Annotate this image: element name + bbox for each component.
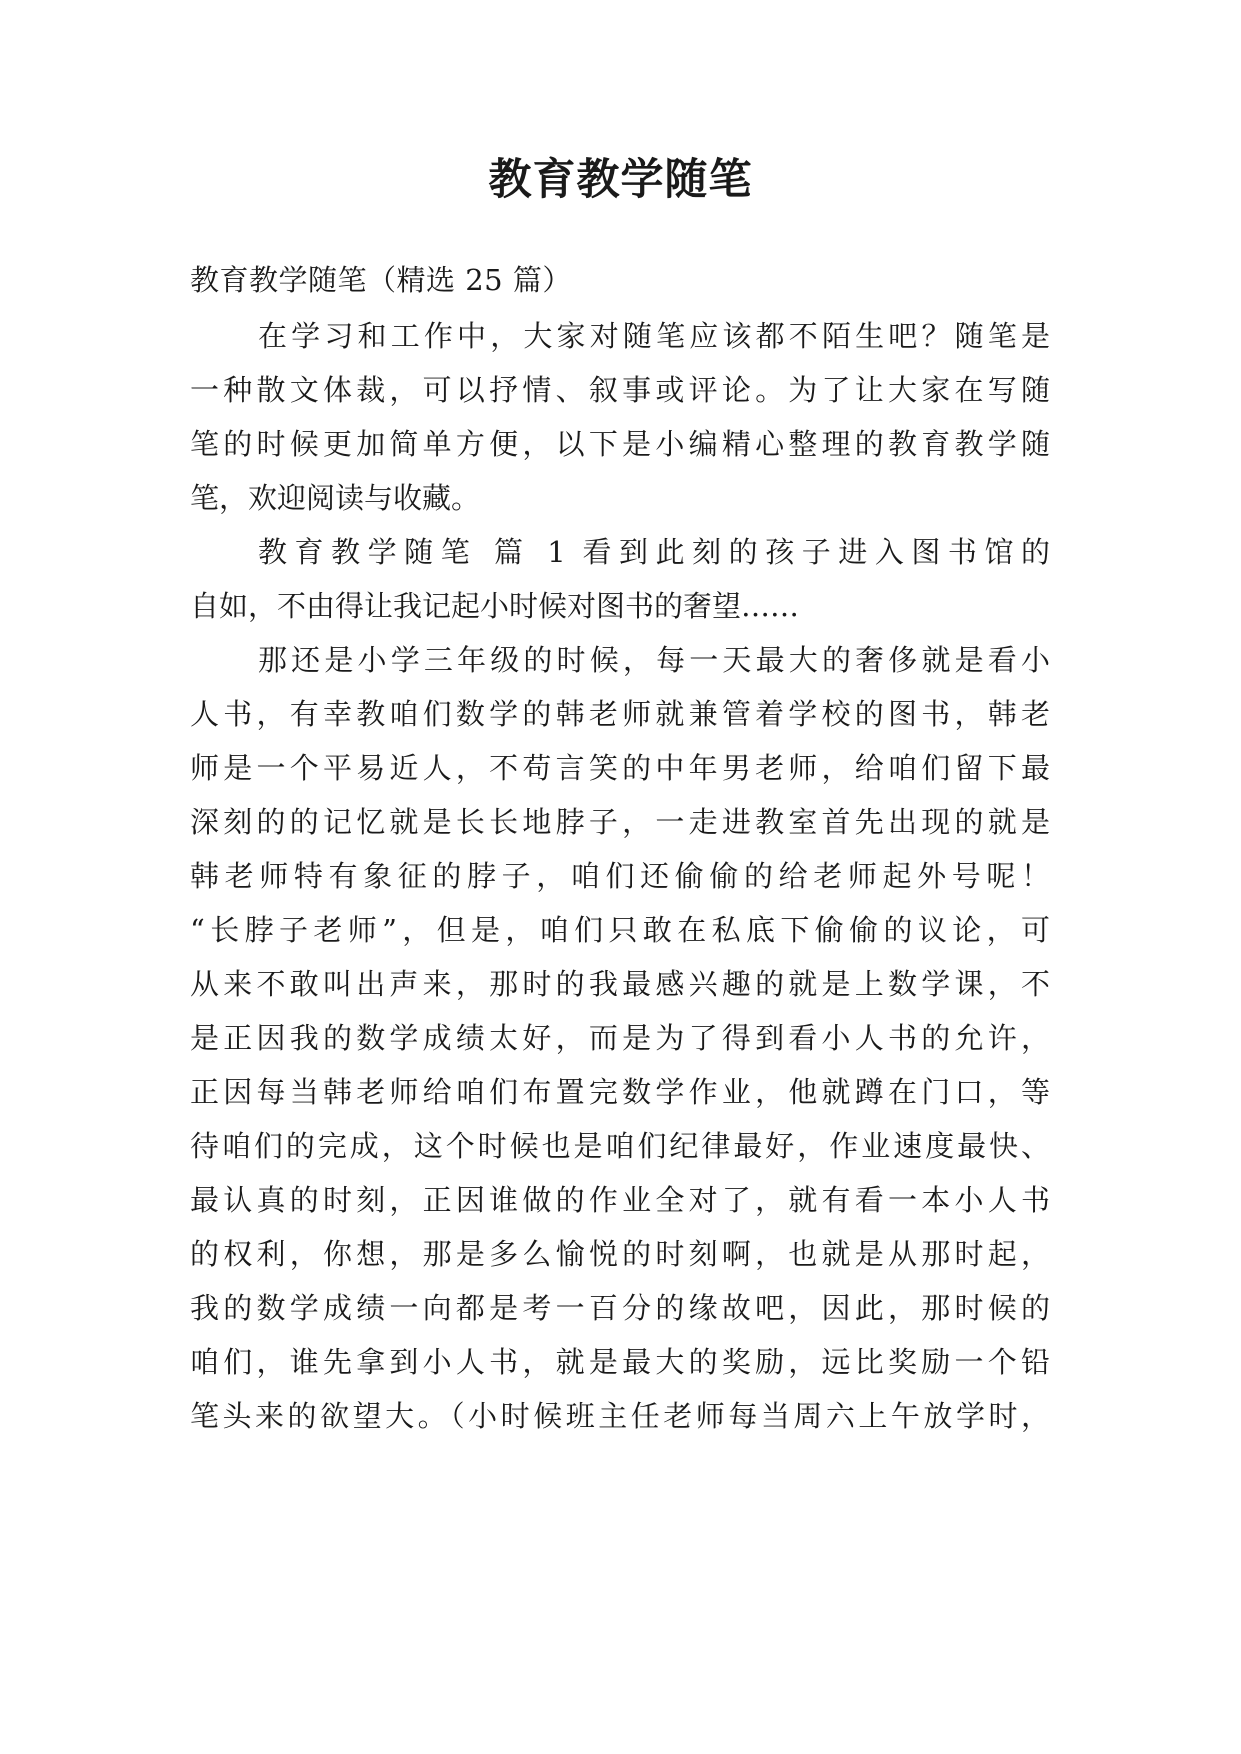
section-heading-line: 教育教学随笔 篇 1 看到此刻的孩子进入图书馆的	[258, 535, 1050, 569]
paragraph-line: 咱们，谁先拿到小人书，就是最大的奖励，远比奖励一个铅	[190, 1345, 1050, 1379]
paragraph-line: 自如，不由得让我记起小时候对图书的奢望……	[190, 589, 800, 623]
paragraph-line: 人书，有幸教咱们数学的韩老师就兼管着学校的图书，韩老	[190, 697, 1050, 731]
paragraph-line: 韩老师特有象征的脖子，咱们还偷偷的给老师起外号呢！	[190, 859, 1050, 893]
paragraph-line: 深刻的的记忆就是长长地脖子，一走进教室首先出现的就是	[190, 805, 1050, 839]
paragraph-line: “长脖子老师”，但是，咱们只敢在私底下偷偷的议论，可	[190, 913, 1050, 947]
paragraph-line: 从来不敢叫出声来，那时的我最感兴趣的就是上数学课，不	[190, 967, 1050, 1001]
paragraph-line: 一种散文体裁，可以抒情、叙事或评论。为了让大家在写随	[190, 373, 1050, 407]
paragraph-line: 最认真的时刻，正因谁做的作业全对了，就有看一本小人书	[190, 1183, 1050, 1217]
paragraph-line: 在学习和工作中，大家对随笔应该都不陌生吧？随笔是	[258, 319, 1050, 353]
paragraph-line: 待咱们的完成，这个时候也是咱们纪律最好，作业速度最快、	[190, 1129, 1050, 1163]
document-title: 教育教学随笔	[488, 155, 753, 205]
paragraph-line: 我的数学成绩一向都是考一百分的缘故吧，因此，那时候的	[190, 1291, 1050, 1325]
paragraph-line: 正因每当韩老师给咱们布置完数学作业，他就蹲在门口，等	[190, 1075, 1050, 1109]
document-subtitle: 教育教学随笔（精选 25 篇）	[190, 263, 572, 297]
paragraph-line: 的权利，你想，那是多么愉悦的时刻啊，也就是从那时起，	[190, 1237, 1050, 1271]
paragraph-line: 是正因我的数学成绩太好，而是为了得到看小人书的允许，	[190, 1021, 1050, 1055]
paragraph-line: 笔的时候更加简单方便，以下是小编精心整理的教育教学随	[190, 427, 1050, 461]
paragraph-line: 师是一个平易近人，不苟言笑的中年男老师，给咱们留下最	[190, 751, 1050, 785]
paragraph-line: 那还是小学三年级的时候，每一天最大的奢侈就是看小	[258, 643, 1050, 677]
paragraph-line: 笔头来的欲望大。（小时候班主任老师每当周六上午放学时，	[190, 1399, 1050, 1433]
paragraph-line: 笔，欢迎阅读与收藏。	[190, 481, 481, 515]
